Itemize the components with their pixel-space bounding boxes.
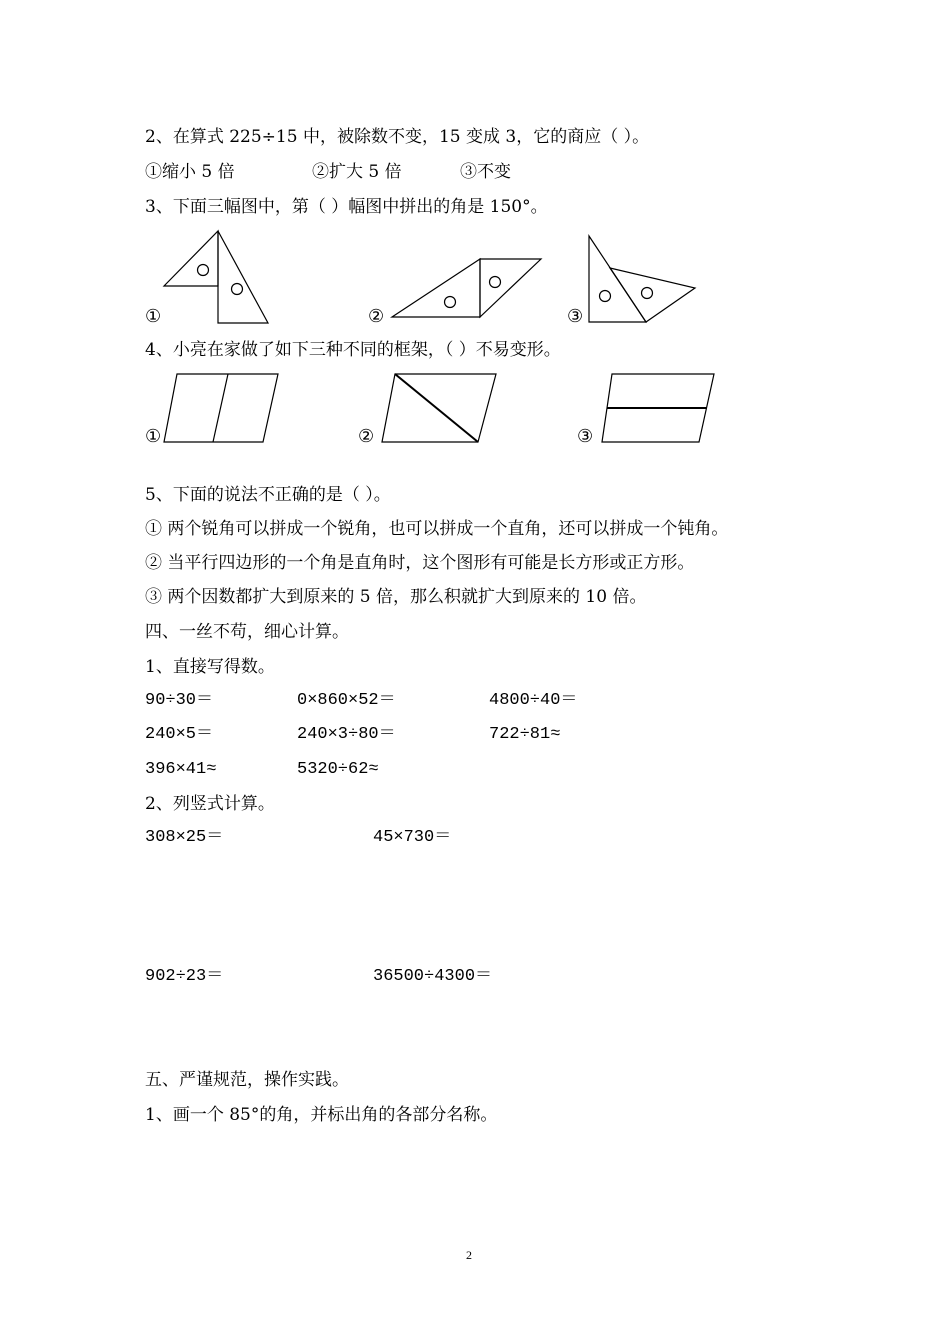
q4-label-3: ③ bbox=[577, 426, 594, 447]
frame-bar bbox=[213, 374, 228, 442]
ruler-hole-circle bbox=[600, 291, 611, 302]
q2-stem: 2、在算式 225÷15 中，被除数不变，15 变成 3，它的商应（ ）。 bbox=[145, 127, 650, 147]
triangle-ruler-shape bbox=[480, 259, 541, 317]
q4-frame-2 bbox=[378, 370, 508, 446]
section4-sub1: 1、直接写得数。 bbox=[145, 657, 275, 677]
direct-calc-item: 722÷81≈ bbox=[489, 725, 561, 744]
direct-calc-item: 5320÷62≈ bbox=[297, 760, 379, 779]
q2-option-1: ①缩小 5 倍 bbox=[145, 162, 235, 182]
q3-figure-2 bbox=[388, 254, 548, 324]
ruler-hole-circle bbox=[445, 297, 456, 308]
q5-option-2: ② 当平行四边形的一个角是直角时，这个图形有可能是长方形或正方形。 bbox=[145, 553, 695, 573]
direct-calc-item: 90÷30＝ bbox=[145, 691, 214, 710]
triangle-ruler-shape bbox=[392, 259, 480, 317]
section4-title: 四、一丝不苟，细心计算。 bbox=[145, 622, 349, 642]
q2-option-2: ②扩大 5 倍 bbox=[312, 162, 402, 182]
ruler-hole-circle bbox=[490, 277, 501, 288]
page-number: 2 bbox=[466, 1248, 472, 1262]
direct-calc-item: 0×860×52＝ bbox=[297, 691, 396, 710]
q3-figure-1 bbox=[160, 228, 270, 328]
vertical-calc-item: 45×730＝ bbox=[373, 828, 452, 847]
q4-stem: 4、小亮在家做了如下三种不同的框架，（ ）不易变形。 bbox=[145, 340, 561, 360]
vertical-calc-item: 308×25＝ bbox=[145, 828, 224, 847]
q4-label-2: ② bbox=[358, 426, 375, 447]
q5-stem: 5、下面的说法不正确的是（ ）。 bbox=[145, 485, 391, 505]
q3-stem: 3、下面三幅图中，第（ ）幅图中拼出的角是 150°。 bbox=[145, 197, 548, 217]
q4-frame-3 bbox=[598, 370, 728, 446]
q3-label-2: ② bbox=[368, 306, 385, 327]
section4-sub2: 2、列竖式计算。 bbox=[145, 794, 275, 814]
parallelogram-frame bbox=[382, 374, 496, 442]
vertical-calc-item: 902÷23＝ bbox=[145, 967, 224, 986]
section5-title: 五、严谨规范，操作实践。 bbox=[145, 1070, 349, 1090]
q3-label-1: ① bbox=[145, 306, 162, 327]
triangle-ruler-shape bbox=[218, 231, 268, 323]
q3-label-3: ③ bbox=[567, 306, 584, 327]
q3-figure-3 bbox=[585, 232, 700, 327]
direct-calc-item: 396×41≈ bbox=[145, 760, 217, 779]
q2-option-3: ③不变 bbox=[460, 162, 511, 182]
q5-option-1: ① 两个锐角可以拼成一个锐角，也可以拼成一个直角，还可以拼成一个钝角。 bbox=[145, 519, 729, 539]
q5-option-3: ③ 两个因数都扩大到原来的 5 倍，那么积就扩大到原来的 10 倍。 bbox=[145, 587, 647, 607]
ruler-hole-circle bbox=[198, 265, 209, 276]
direct-calc-item: 4800÷40＝ bbox=[489, 691, 578, 710]
ruler-hole-circle bbox=[232, 284, 243, 295]
frame-diagonal bbox=[395, 374, 478, 442]
q4-frame-1 bbox=[160, 370, 290, 446]
ruler-hole-circle bbox=[642, 288, 653, 299]
section5-sub1: 1、画一个 85°的角，并标出角的各部分名称。 bbox=[145, 1105, 498, 1125]
direct-calc-item: 240×3÷80＝ bbox=[297, 725, 396, 744]
triangle-ruler-shape bbox=[164, 231, 218, 286]
q4-label-1: ① bbox=[145, 426, 162, 447]
direct-calc-item: 240×5＝ bbox=[145, 725, 214, 744]
vertical-calc-item: 36500÷4300＝ bbox=[373, 967, 493, 986]
